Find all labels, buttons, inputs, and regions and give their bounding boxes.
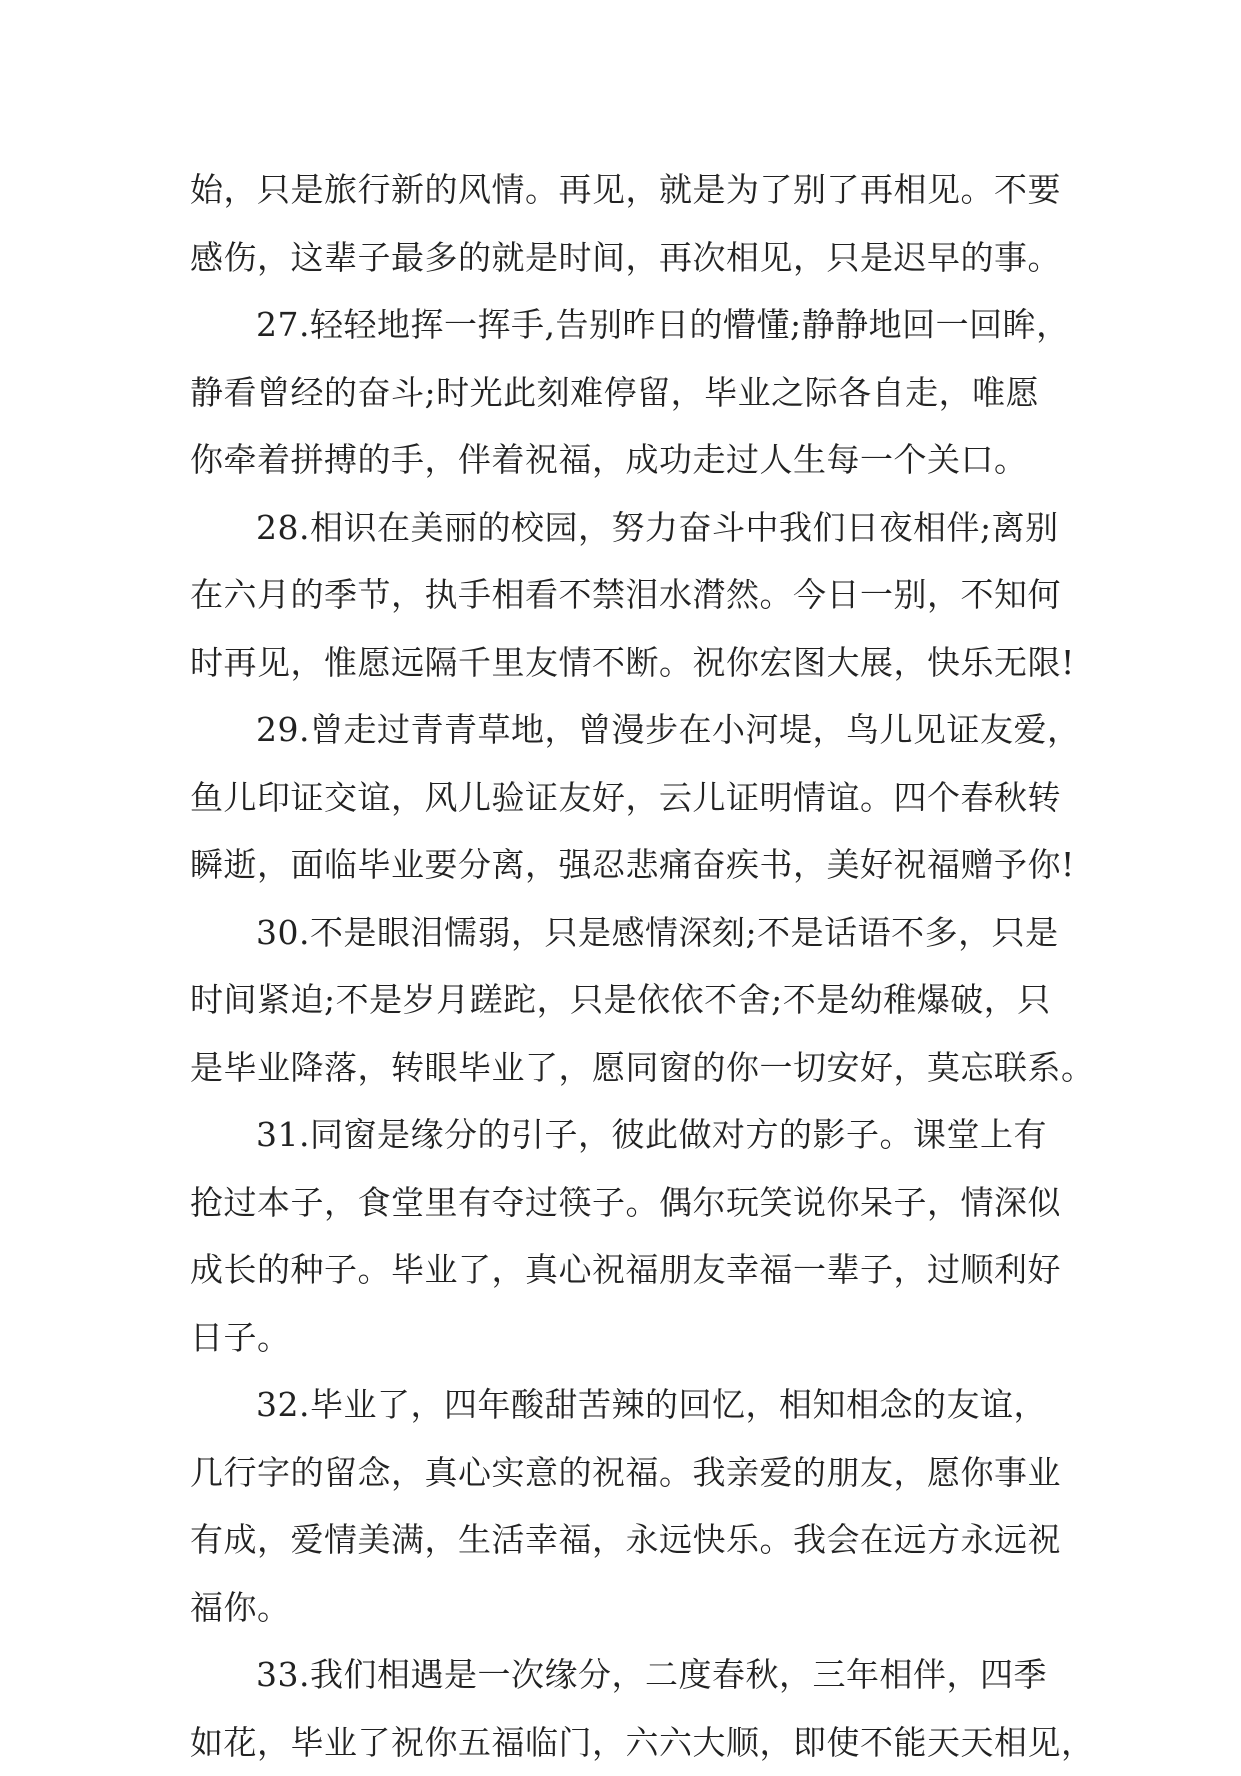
text-line: 在六月的季节，执手相看不禁泪水潸然。今日一别，不知何 (190, 561, 1070, 629)
text-line: 成长的种子。毕业了，真心祝福朋友幸福一辈子，过顺利好 (190, 1236, 1070, 1304)
text-line: 几行字的留念，真心实意的祝福。我亲爱的朋友，愿你事业 (190, 1439, 1070, 1507)
document-body (190, 156, 1070, 1776)
text-line: 日子。 (190, 1304, 1070, 1372)
text-line: 是毕业降落，转眼毕业了，愿同窗的你一切安好，莫忘联系。 (190, 1034, 1070, 1102)
text-line: 感伤，这辈子最多的就是时间，再次相见，只是迟早的事。 (190, 224, 1070, 292)
text-line: 如花，毕业了祝你五福临门，六六大顺，即使不能天天相见， (190, 1709, 1070, 1776)
text-line: 31.同窗是缘分的引子，彼此做对方的影子。课堂上有 (190, 1101, 1070, 1169)
text-line: 有成，爱情美满，生活幸福，永远快乐。我会在远方永远祝 (190, 1506, 1070, 1574)
text-line: 29.曾走过青青草地，曾漫步在小河堤，鸟儿见证友爱， (190, 696, 1070, 764)
text-line: 你牵着拼搏的手，伴着祝福，成功走过人生每一个关口。 (190, 426, 1070, 494)
text-line: 时再见，惟愿远隔千里友情不断。祝你宏图大展，快乐无限! (190, 629, 1070, 697)
text-line: 瞬逝，面临毕业要分离，强忍悲痛奋疾书，美好祝福赠予你! (190, 831, 1070, 899)
text-line: 33.我们相遇是一次缘分，二度春秋，三年相伴，四季 (190, 1641, 1070, 1709)
text-line: 32.毕业了，四年酸甜苦辣的回忆，相知相念的友谊， (190, 1371, 1070, 1439)
text-line: 始，只是旅行新的风情。再见，就是为了别了再相见。不要 (190, 156, 1070, 224)
text-line: 静看曾经的奋斗;时光此刻难停留，毕业之际各自走，唯愿 (190, 359, 1070, 427)
text-line: 28.相识在美丽的校园，努力奋斗中我们日夜相伴;离别 (190, 494, 1070, 562)
text-line: 时间紧迫;不是岁月蹉跎，只是依依不舍;不是幼稚爆破，只 (190, 966, 1070, 1034)
text-line: 30.不是眼泪懦弱，只是感情深刻;不是话语不多，只是 (190, 899, 1070, 967)
text-line: 鱼儿印证交谊，风儿验证友好，云儿证明情谊。四个春秋转 (190, 764, 1070, 832)
text-line: 福你。 (190, 1574, 1070, 1642)
text-line: 抢过本子，食堂里有夺过筷子。偶尔玩笑说你呆子，情深似 (190, 1169, 1070, 1237)
text-line: 27.轻轻地挥一挥手,告别昨日的懵懂;静静地回一回眸， (190, 291, 1070, 359)
